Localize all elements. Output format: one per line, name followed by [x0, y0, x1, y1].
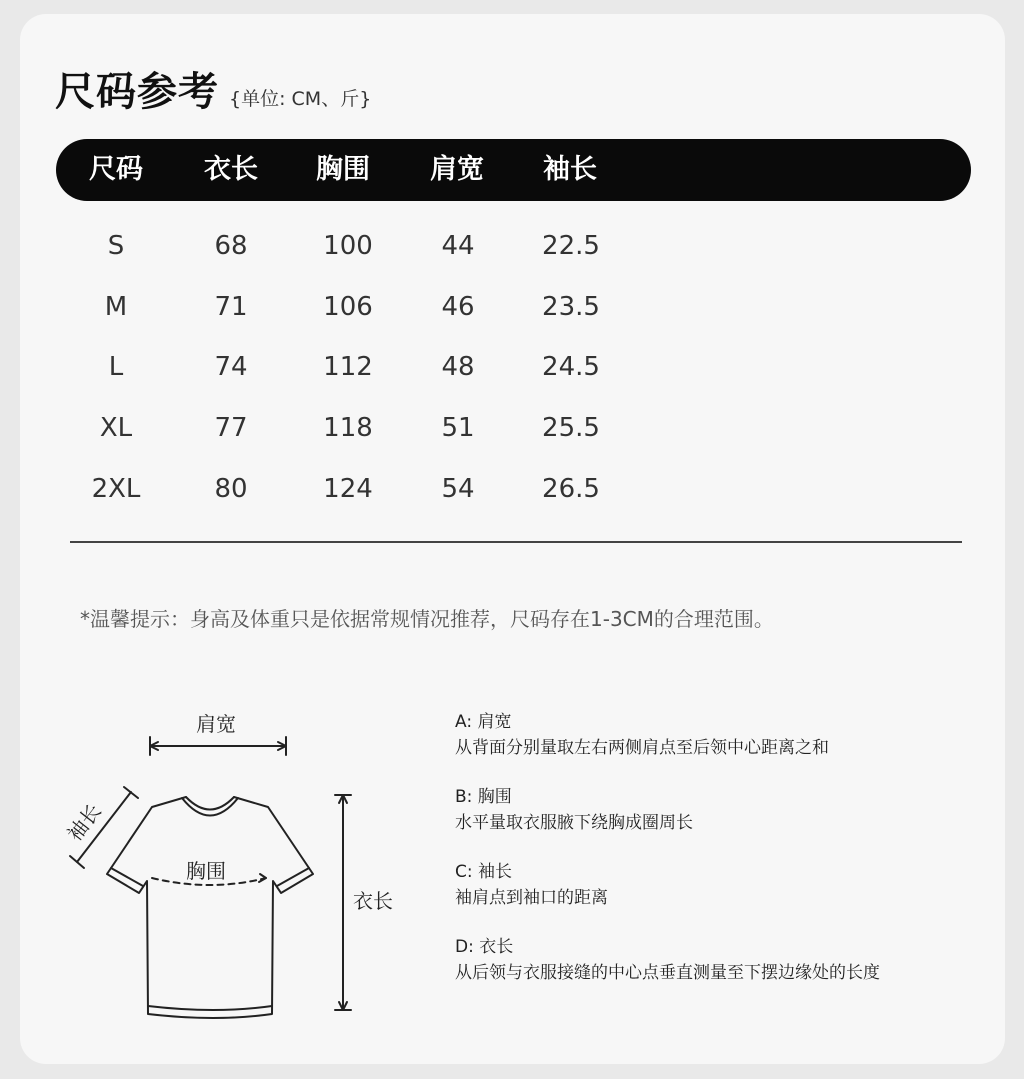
- cell-length: 68: [214, 231, 248, 261]
- note-length: [455, 935, 995, 987]
- cell-size: XL: [99, 413, 133, 443]
- divider: [70, 541, 962, 543]
- unit-note: {单位: CM、斤}: [229, 88, 372, 110]
- page-title: 尺码参考: [55, 69, 219, 115]
- cell-shoulder: 48: [441, 352, 475, 382]
- note-chest: [455, 785, 995, 837]
- note-head: B: 胸围: [455, 787, 512, 807]
- table-header: [56, 139, 971, 201]
- note-desc: 袖肩点到袖口的距离: [455, 888, 608, 908]
- table-row: [0, 226, 1024, 266]
- sleeve-label: 袖长: [62, 799, 106, 846]
- note-sleeve: [455, 860, 995, 912]
- note-desc: 从背面分别量取左右两侧肩点至后领中心距离之和: [455, 738, 829, 758]
- tshirt-illustration: [40, 700, 440, 1040]
- tshirt-diagram: [40, 700, 440, 1040]
- cell-sleeve: 25.5: [542, 413, 600, 443]
- cell-size: L: [108, 352, 124, 382]
- cell-shoulder: 51: [441, 413, 475, 443]
- cell-sleeve: 24.5: [542, 352, 600, 382]
- cell-sleeve: 23.5: [542, 292, 600, 322]
- table-row: [0, 287, 1024, 327]
- cell-length: 77: [214, 413, 248, 443]
- note-head: A: 肩宽: [455, 712, 512, 732]
- cell-size: 2XL: [91, 474, 141, 504]
- cell-shoulder: 54: [441, 474, 475, 504]
- cell-length: 74: [214, 352, 248, 382]
- cell-sleeve: 22.5: [542, 231, 600, 261]
- cell-chest: 118: [323, 413, 373, 443]
- header-sleeve: 袖长: [543, 154, 597, 185]
- table-row: [0, 469, 1024, 509]
- warm-tip: *温馨提示：身高及体重只是依据常规情况推荐，尺码存在1-3CM的合理范围。: [80, 607, 774, 631]
- cell-length: 71: [214, 292, 248, 322]
- note-desc: 水平量取衣服腋下绕胸成圈周长: [455, 813, 693, 833]
- cell-sleeve: 26.5: [542, 474, 600, 504]
- cell-chest: 112: [323, 352, 373, 382]
- shoulder-label: 肩宽: [196, 712, 236, 736]
- table-row: [0, 408, 1024, 448]
- header-chest: 胸围: [316, 154, 370, 185]
- note-head: D: 衣长: [455, 937, 514, 957]
- header-length: 衣长: [204, 154, 258, 185]
- measurement-notes: [455, 710, 995, 1010]
- chest-label: 胸围: [186, 859, 226, 883]
- table-row: [0, 347, 1024, 387]
- cell-shoulder: 44: [441, 231, 475, 261]
- cell-chest: 100: [323, 231, 373, 261]
- header-shoulder: 肩宽: [430, 154, 484, 185]
- cell-shoulder: 46: [441, 292, 475, 322]
- note-desc: 从后领与衣服接缝的中心点垂直测量至下摆边缘处的长度: [455, 963, 880, 983]
- length-label: 衣长: [353, 889, 393, 913]
- note-shoulder: [455, 710, 995, 762]
- cell-length: 80: [214, 474, 248, 504]
- cell-chest: 124: [323, 474, 373, 504]
- header-size: 尺码: [89, 154, 143, 185]
- cell-size: S: [107, 231, 125, 261]
- cell-size: M: [104, 292, 128, 322]
- title-row: [55, 60, 371, 117]
- cell-chest: 106: [323, 292, 373, 322]
- note-head: C: 袖长: [455, 862, 513, 882]
